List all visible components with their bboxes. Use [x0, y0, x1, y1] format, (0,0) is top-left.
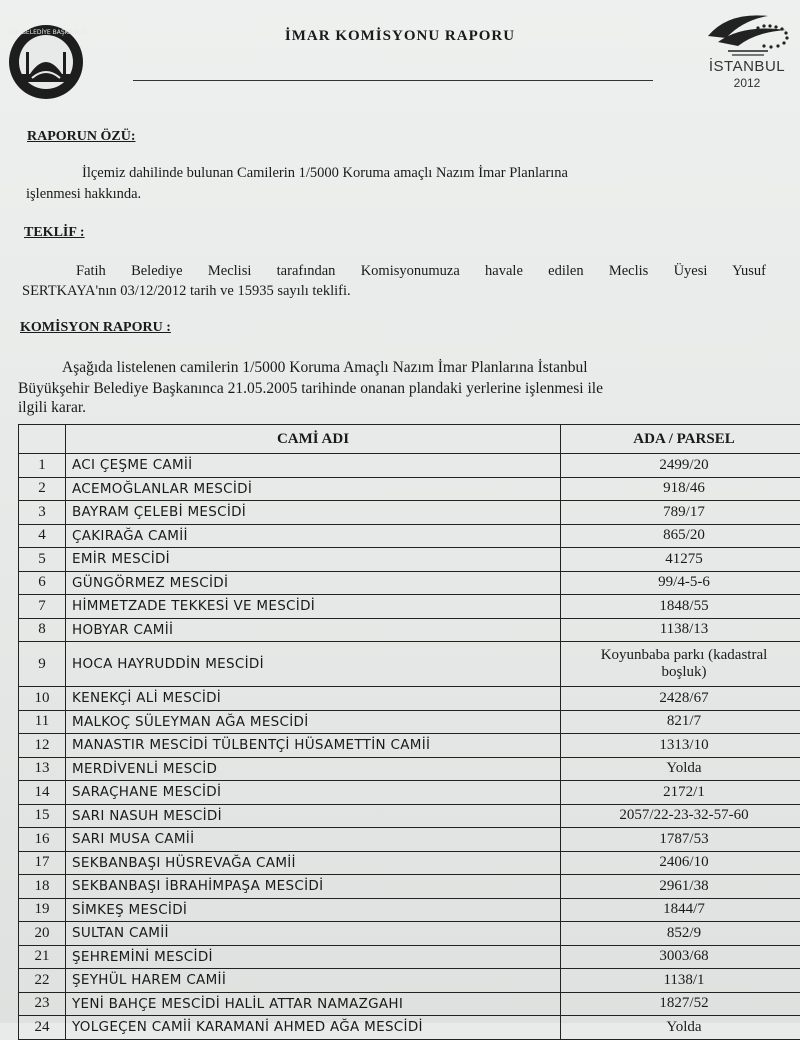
table-row	[19, 875, 800, 899]
row-parsel-line-2: boşluk)	[561, 664, 800, 681]
row-parsel: 2428/67	[561, 687, 800, 711]
row-name: MERDİVENLİ MESCİD	[66, 757, 561, 781]
table-row	[19, 922, 800, 946]
row-number: 2	[19, 477, 66, 501]
table-row	[19, 734, 800, 758]
teklif-line-1: Fatih Belediye Meclisi tarafından Komisyonumuza havale edilen Meclis Üyesi Yusuf	[76, 261, 766, 281]
ozu-heading: RAPORUN ÖZÜ:	[27, 129, 136, 145]
row-parsel: 1827/52	[561, 992, 800, 1016]
row-name: SARI MUSA CAMİİ	[66, 828, 561, 852]
row-name: SEKBANBAŞI HÜSREVAĞA CAMİİ	[66, 851, 561, 875]
row-name: GÜNGÖRMEZ MESCİDİ	[66, 571, 561, 595]
row-name: YOLGEÇEN CAMİİ KARAMANİ AHMED AĞA MESCİDİ	[66, 1016, 561, 1040]
table-row	[19, 687, 800, 711]
ozu-line-2: işlenmesi hakkında.	[26, 184, 141, 204]
istanbul-emblem-icon	[698, 6, 796, 58]
row-number: 13	[19, 757, 66, 781]
row-name: HOBYAR CAMİİ	[66, 618, 561, 642]
row-parsel: 2499/20	[561, 454, 800, 478]
row-number: 19	[19, 898, 66, 922]
row-number: 1	[19, 454, 66, 478]
row-name: KENEKÇİ ALİ MESCİDİ	[66, 687, 561, 711]
table-row	[19, 710, 800, 734]
table-row	[19, 1016, 800, 1040]
row-parsel: 1787/53	[561, 828, 800, 852]
row-parsel: 821/7	[561, 710, 800, 734]
table-row	[19, 501, 800, 525]
mosque-table	[18, 424, 800, 1040]
row-name: HİMMETZADE TEKKESİ VE MESCİDİ	[66, 595, 561, 619]
row-number: 12	[19, 734, 66, 758]
table-row	[19, 898, 800, 922]
table-row	[19, 992, 800, 1016]
row-parsel: 2172/1	[561, 781, 800, 805]
row-parsel-line-1: Koyunbaba parkı (kadastral	[561, 647, 800, 664]
row-parsel: 865/20	[561, 524, 800, 548]
row-number: 21	[19, 945, 66, 969]
table-row	[19, 595, 800, 619]
table-row	[19, 781, 800, 805]
row-name: ACEMOĞLANLAR MESCİDİ	[66, 477, 561, 501]
table-row	[19, 524, 800, 548]
table-row	[19, 548, 800, 572]
row-parsel: 789/17	[561, 501, 800, 525]
header-ada-parsel: ADA / PARSEL	[561, 425, 800, 454]
row-parsel: 3003/68	[561, 945, 800, 969]
row-name: SULTAN CAMİİ	[66, 922, 561, 946]
row-name: HOCA HAYRUDDİN MESCİDİ	[66, 642, 561, 687]
row-number: 6	[19, 571, 66, 595]
row-name: SİMKEŞ MESCİDİ	[66, 898, 561, 922]
table-row	[19, 642, 800, 687]
row-parsel: 1848/55	[561, 595, 800, 619]
row-number: 9	[19, 642, 66, 687]
row-parsel: Yolda	[561, 1016, 800, 1040]
row-number: 10	[19, 687, 66, 711]
row-name: YENİ BAHÇE MESCİDİ HALİL ATTAR NAMAZGAHI	[66, 992, 561, 1016]
row-number: 7	[19, 595, 66, 619]
row-name: SARI NASUH MESCİDİ	[66, 804, 561, 828]
logo-city: İSTANBUL	[698, 58, 796, 75]
ozu-line-1: İlçemiz dahilinde bulunan Camilerin 1/5000 Koruma amaçlı Nazım İmar Planlarına	[82, 163, 568, 183]
komisyon-heading: KOMİSYON RAPORU :	[20, 320, 171, 336]
row-number: 17	[19, 851, 66, 875]
row-parsel: 1138/13	[561, 618, 800, 642]
row-number: 11	[19, 710, 66, 734]
row-number: 14	[19, 781, 66, 805]
row-name: ŞEHREMİNİ MESCİDİ	[66, 945, 561, 969]
table-row	[19, 477, 800, 501]
row-parsel: 852/9	[561, 922, 800, 946]
row-name: ÇAKIRAĞA CAMİİ	[66, 524, 561, 548]
table-row	[19, 757, 800, 781]
row-number: 18	[19, 875, 66, 899]
row-parsel	[561, 642, 800, 687]
row-name: MALKOÇ SÜLEYMAN AĞA MESCİDİ	[66, 710, 561, 734]
row-name: SARAÇHANE MESCİDİ	[66, 781, 561, 805]
row-number: 22	[19, 969, 66, 993]
row-parsel: 2057/22-23-32-57-60	[561, 804, 800, 828]
row-parsel: Yolda	[561, 757, 800, 781]
table-row	[19, 851, 800, 875]
row-name: SEKBANBAŞI İBRAHİMPAŞA MESCİDİ	[66, 875, 561, 899]
row-parsel: 2961/38	[561, 875, 800, 899]
table-row	[19, 571, 800, 595]
teklif-line-2: SERTKAYA'nın 03/12/2012 tarih ve 15935 sayılı teklifi.	[22, 281, 351, 301]
row-parsel: 2406/10	[561, 851, 800, 875]
komisyon-line-2: Büyükşehir Belediye Başkanınca 21.05.2005 tarihinde onanan plandaki yerlerine işlenmesi ile	[18, 379, 603, 399]
logo-year: 2012	[698, 76, 796, 90]
istanbul-2012-logo	[698, 6, 796, 98]
row-parsel: 1138/1	[561, 969, 800, 993]
komisyon-line-3: ilgili karar.	[18, 398, 86, 418]
row-parsel: 918/46	[561, 477, 800, 501]
header-no	[19, 425, 66, 454]
row-name: EMİR MESCİDİ	[66, 548, 561, 572]
row-number: 3	[19, 501, 66, 525]
header-cami-adi: CAMİ ADI	[66, 425, 561, 454]
row-number: 4	[19, 524, 66, 548]
table-row	[19, 969, 800, 993]
row-number: 24	[19, 1016, 66, 1040]
logo-left-text: FATİH BELEDİYE BAŞKANLIĞI	[6, 29, 86, 36]
row-number: 5	[19, 548, 66, 572]
komisyon-line-1: Aşağıda listelenen camilerin 1/5000 Koruma Amaçlı Nazım İmar Planlarına İstanbul	[62, 358, 588, 378]
row-parsel: 99/4-5-6	[561, 571, 800, 595]
table-row	[19, 618, 800, 642]
row-name: BAYRAM ÇELEBİ MESCİDİ	[66, 501, 561, 525]
teklif-heading: TEKLİF :	[24, 225, 85, 241]
row-number: 16	[19, 828, 66, 852]
table-header-row	[19, 425, 800, 454]
row-name: MANASTIR MESCİDİ TÜLBENTÇİ HÜSAMETTİN CAMİİ	[66, 734, 561, 758]
row-number: 15	[19, 804, 66, 828]
row-name: ACI ÇEŞME CAMİİ	[66, 454, 561, 478]
table-row	[19, 945, 800, 969]
row-parsel: 41275	[561, 548, 800, 572]
table-row	[19, 804, 800, 828]
row-number: 20	[19, 922, 66, 946]
page-title: İMAR KOMİSYONU RAPORU	[0, 28, 800, 45]
row-name: ŞEYHÜL HAREM CAMİİ	[66, 969, 561, 993]
row-parsel: 1844/7	[561, 898, 800, 922]
row-number: 23	[19, 992, 66, 1016]
row-parsel: 1313/10	[561, 734, 800, 758]
table-row	[19, 828, 800, 852]
title-underline	[133, 80, 653, 81]
table-row	[19, 454, 800, 478]
row-number: 8	[19, 618, 66, 642]
